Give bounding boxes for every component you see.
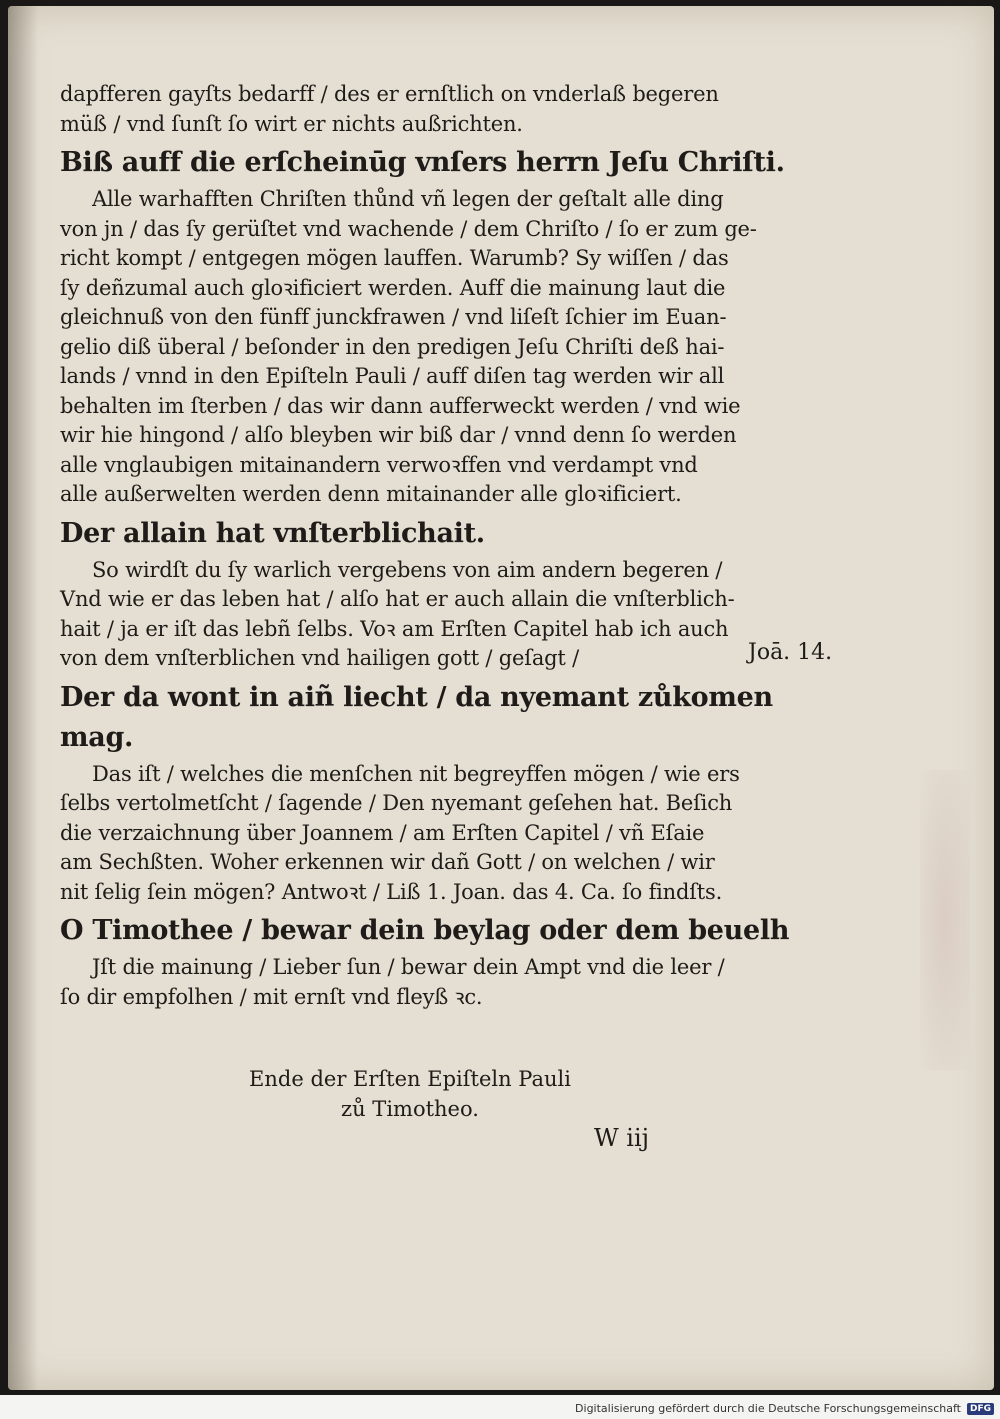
text-line: lands / vnnd in den Epiſteln Pauli / auff diſen tag werden wir all: [60, 364, 725, 388]
text-line: Das iſt / welches die menſchen nit begreyffen mögen / wie ers: [92, 761, 740, 786]
section-heading: mag.: [60, 721, 134, 753]
text-line: Alle warhafften Chriſten thůnd vñ legen der geſtalt alle ding: [92, 187, 724, 211]
section-heading: O Timothee / bewar dein beylag oder dem beuelh: [60, 915, 790, 946]
page-text-block: [60, 80, 790, 1012]
text-line: von jn / das ſy gerüſtet vnd wachende / dem Chriſto / ſo er zum ge-: [60, 216, 757, 241]
colophon-line: Ende der Erſten Epiſteln Pauli: [249, 1067, 571, 1091]
text-line: hait / ja er iſt das lebñ ſelbs. Voꝛ am Erſten Capitel hab ich auch: [60, 616, 729, 641]
text-line: wir hie hingond / alſo bleyben wir biß dar / vnnd denn ſo werden: [60, 423, 737, 447]
dfg-logo: DFG: [967, 1403, 994, 1415]
section-heading: Biß auff die erſcheinūg vnſers herrn Jeſu Chriſti.: [60, 147, 785, 178]
text-line: gleichnuß von den fünff junckfrawen / vnd liſeſt ſchier im Euan-: [60, 305, 727, 329]
signature-mark: W iij: [594, 1124, 650, 1152]
text-line: richt kompt / entgegen mögen lauffen. Warumb? Sy wiſſen / das: [60, 246, 729, 270]
text-line: alle außerwelten werden denn mitainander alle gloꝛificiert.: [60, 482, 682, 506]
colophon-line: zů Timotheo.: [341, 1097, 479, 1121]
text-line: müß / vnd ſunſt ſo wirt er nichts außrichten.: [60, 111, 523, 136]
text-line: ſelbs vertolmetſcht / ſagende / Den nyemant geſehen hat. Beſich: [60, 791, 733, 815]
text-line: die verzaichnung über Joannem / am Erſten Capitel / vñ Eſaie: [60, 820, 705, 845]
colophon: [230, 1064, 590, 1124]
text-line: So wirdſt du ſy warlich vergebens von aim andern begeren /: [92, 557, 723, 582]
text-line: gelio diß überal / beſonder in den predigen Jeſu Chriſti deß hai-: [60, 334, 725, 359]
text-line: Vnd wie er das leben hat / alſo hat er auch allain die vnſterblich-: [60, 587, 735, 611]
text-line: alle vnglaubigen mitainandern verwoꝛffen vnd verdampt vnd: [60, 452, 698, 477]
text-line: ſo dir empfolhen / mit ernſt vnd fleyß ꝛc.: [60, 984, 483, 1009]
section-heading: Der da wont in aiñ liecht / da nyemant zůkomen: [60, 681, 773, 713]
gutter-shadow: [8, 6, 38, 1390]
text-line: nit ſelig ſein mögen? Antwoꝛt / Liß 1. Joan. das 4. Ca. ſo findſts.: [60, 879, 723, 904]
text-line: Jſt die mainung / Lieber ſun / bewar dein Ampt vnd die leer /: [92, 955, 725, 979]
footer-text: Digitalisierung gefördert durch die Deutsche Forschungsgemeinschaft: [575, 1402, 961, 1415]
text-line: behalten im ſterben / das wir dann aufferweckt werden / vnd wie: [60, 393, 741, 418]
text-line: am Sechßten. Woher erkennen wir dañ Gott / on welchen / wir: [60, 850, 715, 874]
text-line: von dem vnſterblichen vnd hailigen gott / geſagt /: [60, 646, 579, 670]
text-line: dapfferen gayſts bedarff / des er ernſtlich on vnderlaß begeren: [60, 82, 719, 106]
section-heading: Der allain hat vnſterblichait.: [60, 517, 485, 549]
page-stain: [920, 770, 970, 1070]
text-line: ſy deñzumal auch gloꝛificiert werden. Auff die mainung laut die: [60, 275, 726, 300]
margin-note: Joā. 14.: [748, 640, 833, 665]
footer-credit: [575, 1402, 994, 1415]
